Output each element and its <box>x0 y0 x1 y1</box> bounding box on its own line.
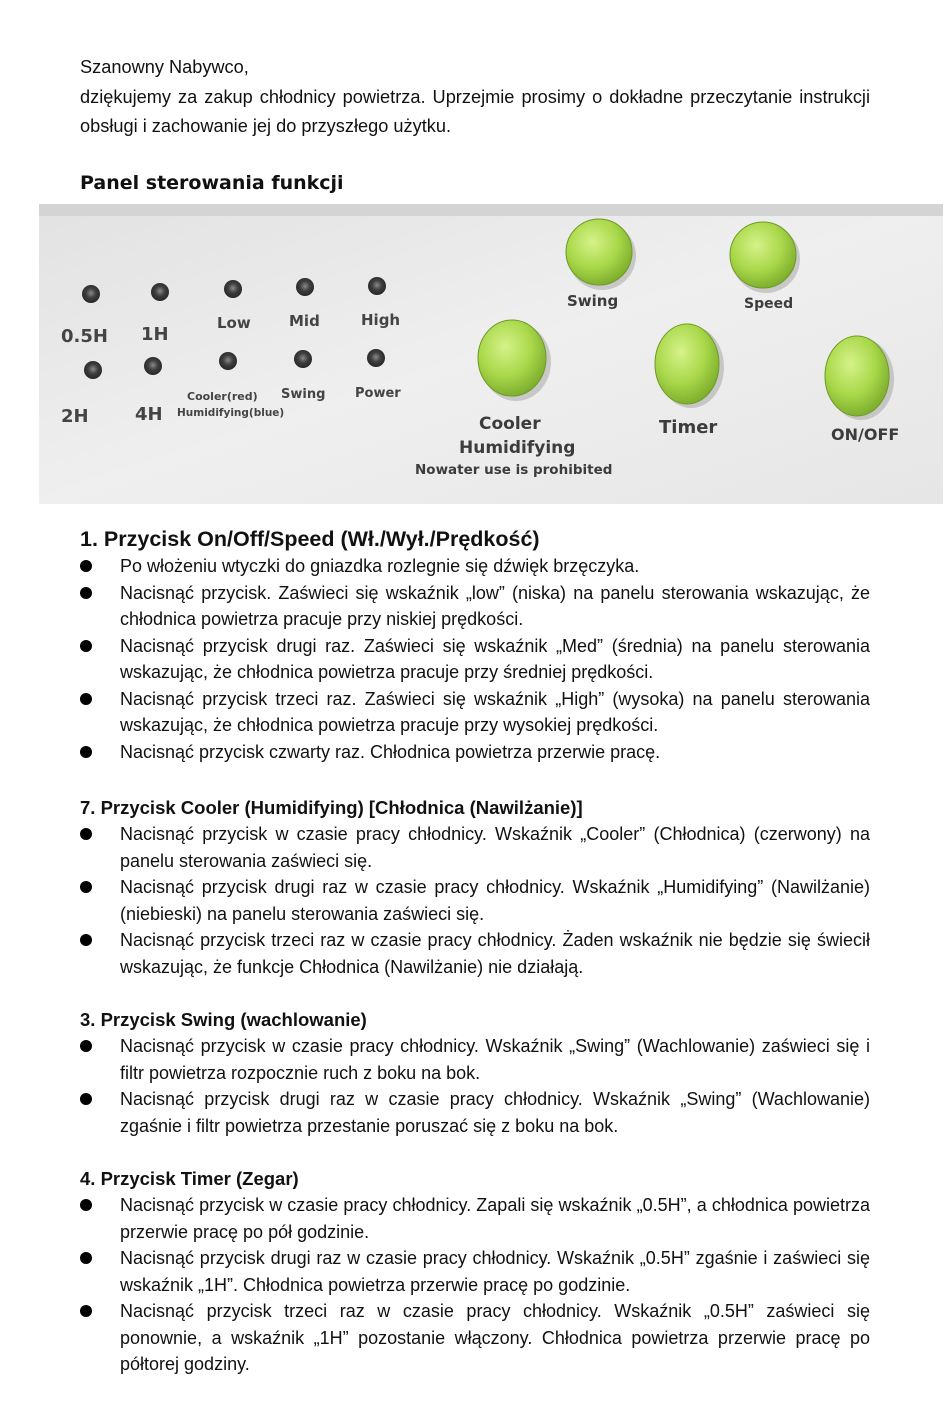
led-4h-indicator <box>144 357 162 375</box>
bullet-icon <box>80 828 92 840</box>
label-mid: Mid <box>289 312 320 330</box>
list-item-text: Nacisnąć przycisk drugi raz w czasie pracy chłodnicy. Wskaźnik „0.5H” zgaśnie i zaświeci się wskaźnik „1H”. Chłodnica powietrza przerwie pracę po godzinie. <box>120 1248 870 1295</box>
list-item <box>80 1192 870 1245</box>
list-item <box>80 686 870 739</box>
section-cooler-humidifying <box>80 795 870 980</box>
cooler-button[interactable] <box>478 320 546 396</box>
led-mid-indicator <box>296 278 314 296</box>
section-title: 3. Przycisk Swing (wachlowanie) <box>80 1009 367 1030</box>
list-item-text: Nacisnąć przycisk drugi raz. Zaświeci się wskaźnik „Med” (średnia) na panelu sterowania wskazując, że chłodnica powietrza pracuje przy średniej prędkości. <box>120 635 870 682</box>
bullet-icon <box>80 1040 92 1052</box>
bullet-icon <box>80 746 92 758</box>
led-high-indicator <box>368 277 386 295</box>
list-item-text: Nacisnąć przycisk trzeci raz w czasie pracy chłodnicy. Wskaźnik „0.5H” zaświeci się ponownie, a wskaźnik „1H” pozostanie włączony. Chłodnica powietrza przerwie pracę po półtorej godziny. <box>120 1301 870 1374</box>
panel-heading: Panel sterowania funkcji <box>80 172 344 194</box>
section-swing <box>80 1007 870 1139</box>
intro-paragraph <box>80 53 870 142</box>
led-swing-indicator <box>294 350 312 368</box>
greeting: Szanowny Nabywco, <box>80 57 249 77</box>
bullet-list <box>80 821 870 980</box>
speed-button[interactable] <box>730 222 796 288</box>
bullet-icon <box>80 934 92 946</box>
list-item-text: Nacisnąć przycisk drugi raz w czasie pracy chłodnicy. Wskaźnik „Swing” (Wachlowanie) zgaśnie i filtr powietrza przestanie poruszać się z boku na bok. <box>120 1089 870 1136</box>
panel-top-edge <box>39 204 943 216</box>
section-title: 1. Przycisk On/Off/Speed (Wł./Wył./Prędkość) <box>80 527 540 551</box>
label-speed-button: Speed <box>744 296 794 312</box>
label-nowater-warning: Nowater use is prohibited <box>415 462 613 478</box>
label-swing-indicator: Swing <box>281 387 326 402</box>
label-humidifying-button: Humidifying <box>459 438 576 458</box>
label-high: High <box>361 311 401 329</box>
list-item-text: Po włożeniu wtyczki do gniazdka rozlegnie się dźwięk brzęczyka. <box>120 556 640 576</box>
list-item <box>80 1298 870 1378</box>
led-low-indicator <box>224 280 242 298</box>
list-item-text: Nacisnąć przycisk czwarty raz. Chłodnica powietrza przerwie pracę. <box>120 741 661 762</box>
list-item <box>80 927 870 980</box>
control-panel-photo <box>39 204 943 504</box>
section-on-off-speed <box>80 526 870 765</box>
swing-button[interactable] <box>566 219 632 285</box>
label-swing-button: Swing <box>567 292 619 310</box>
bullet-icon <box>80 640 92 652</box>
label-05h: 0.5H <box>61 326 108 347</box>
list-item-text: Nacisnąć przycisk. Zaświeci się wskaźnik „low” (niska) na panelu sterowania wskazując, że chłodnica powietrza pracuje przy niskiej prędkości. <box>120 582 870 629</box>
bullet-list <box>80 1033 870 1139</box>
list-item <box>80 1245 870 1298</box>
label-4h: 4H <box>135 404 163 425</box>
bullet-list <box>80 1192 870 1378</box>
bullet-icon <box>80 1199 92 1211</box>
led-power-indicator <box>367 349 385 367</box>
bullet-icon <box>80 1093 92 1105</box>
label-power-indicator: Power <box>355 386 401 401</box>
list-item <box>80 821 870 874</box>
list-item-text: Nacisnąć przycisk w czasie pracy chłodnicy. Wskaźnik „Swing” (Wachlowanie) zaświeci się i filtr powietrza rozpocznie ruch z boku na bok. <box>120 1036 870 1083</box>
section-timer <box>80 1166 870 1378</box>
list-item-text: Nacisnąć przycisk trzeci raz w czasie pracy chłodnicy. Żaden wskaźnik nie będzie się świecił wskazując, że funkcje Chłodnica (Nawilżanie) nie działają. <box>120 930 870 977</box>
bullet-icon <box>80 1252 92 1264</box>
label-2h: 2H <box>61 406 89 427</box>
label-humidifying-blue: Humidifying(blue) <box>177 407 285 419</box>
led-05h-indicator <box>82 285 100 303</box>
list-item-text: Nacisnąć przycisk trzeci raz. Zaświeci się wskaźnik „High” (wysoka) na panelu sterowania wskazując, że chłodnica powietrza pracuje przy wysokiej prędkości. <box>120 688 870 735</box>
label-cooler-red: Cooler(red) <box>187 390 258 403</box>
intro-text: dziękujemy za zakup chłodnicy powietrza. Uprzejmie prosimy o dokładne przeczytanie instrukcji obsługi i zachowanie jej do przyszłego użytku. <box>80 86 870 136</box>
list-item <box>80 739 870 766</box>
led-2h-indicator <box>84 361 102 379</box>
label-low: Low <box>217 314 251 332</box>
bullet-list <box>80 553 870 765</box>
label-1h: 1H <box>141 324 169 345</box>
bullet-icon <box>80 1305 92 1317</box>
list-item-text: Nacisnąć przycisk w czasie pracy chłodnicy. Zapali się wskaźnik „0.5H”, a chłodnica powietrza przerwie pracę po pół godzinie. <box>120 1195 870 1242</box>
led-cooler-indicator <box>219 352 237 370</box>
list-item <box>80 874 870 927</box>
timer-button[interactable] <box>655 324 719 404</box>
label-onoff-button: ON/OFF <box>831 425 900 444</box>
list-item <box>80 1033 870 1086</box>
list-item <box>80 1086 870 1139</box>
bullet-icon <box>80 560 92 572</box>
bullet-icon <box>80 587 92 599</box>
bullet-icon <box>80 881 92 893</box>
list-item-text: Nacisnąć przycisk w czasie pracy chłodnicy. Wskaźnik „Cooler” (Chłodnica) (czerwony) na panelu sterowania zaświeci się. <box>120 824 870 871</box>
section-title: 4. Przycisk Timer (Zegar) <box>80 1168 299 1189</box>
bullet-icon <box>80 693 92 705</box>
onoff-button[interactable] <box>825 336 889 416</box>
section-title: 7. Przycisk Cooler (Humidifying) [Chłodnica (Nawilżanie)] <box>80 797 583 818</box>
label-timer-button: Timer <box>659 417 718 438</box>
label-cooler-button: Cooler <box>479 414 541 434</box>
list-item <box>80 580 870 633</box>
list-item <box>80 633 870 686</box>
led-1h-indicator <box>151 283 169 301</box>
list-item <box>80 553 870 580</box>
list-item-text: Nacisnąć przycisk drugi raz w czasie pracy chłodnicy. Wskaźnik „Humidifying” (Nawilżanie) (niebieski) na panelu sterowania zaświeci się. <box>120 877 870 924</box>
